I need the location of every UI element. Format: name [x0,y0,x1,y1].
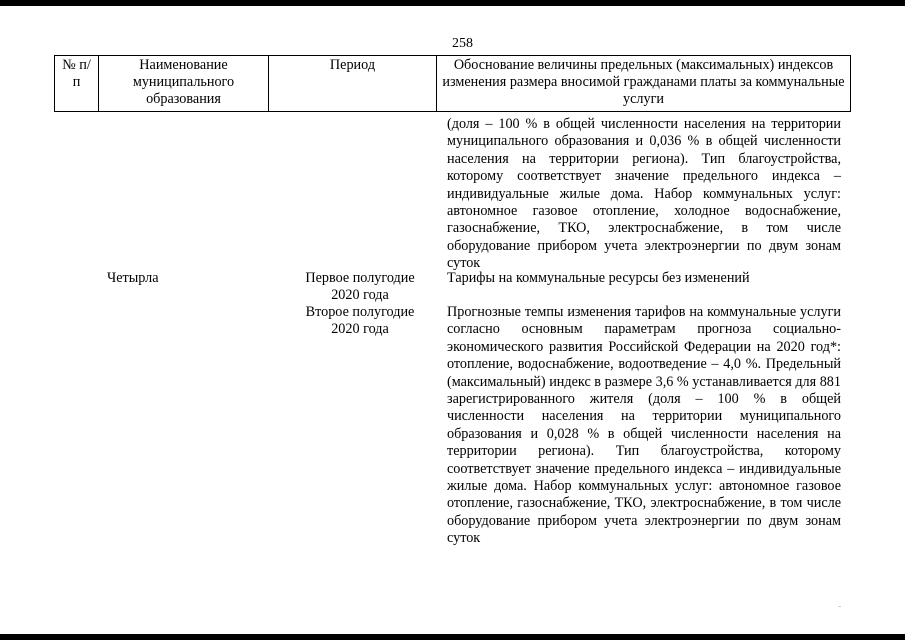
justification-continuation: (доля – 100 % в общей численности населения на территории муниципального образования и 0,036 % в общей численности населения на территории региона). Тип благоустройства, которому соответствует значение предельного индекса – индивидуальные жилые дома. Набор коммунальных услуг: автономное газовое отопление, холодное водоснабжение, газоснабжение, ТКО, электроснабжение, в том числе оборудование прибором учета электроэнергии по двум зонам суток [447,116,841,272]
scan-border-top [0,0,905,6]
header-number: № п/п [55,56,99,112]
justification-second-half: Прогнозные темпы изменения тарифов на коммунальные услуги согласно основным параметрам прогноза социально-экономического развития Российской Федерации на 2020 год*: отопление, водоснабжение, водоотведение – 4,0 %. Предельный (максимальный) индекс в размере 3,6 % устанавливается для 881 зарегистрированного жителя (доля – 100 % в общей численности населения на территории муниципального образования и 0,028 % в общей численности населения на территории региона). Тип благоустройства, которому соответствует значение предельного индекса – индивидуальные жилые дома. Набор коммунальных услуг: автономное газовое отопление, газоснабжение, ТКО, электроснабжение, в том числе оборудование прибором учета электроэнергии по двум зонам суток [447,304,841,547]
header-period: Период [269,56,437,112]
header-municipality: Наименование муниципального образования [99,56,269,112]
period-first-half: Первое полугодие 2020 года [305,270,415,304]
scan-border-bottom [0,634,905,640]
scan-speck [838,606,841,607]
period-second-half: Второе полугодие 2020 года [305,304,415,338]
table-header [54,55,851,112]
municipality-name: Четырла [107,270,159,286]
justification-first-half: Тарифы на коммунальные ресурсы без изменений [447,270,750,286]
header-justification: Обоснование величины предельных (максимальных) индексов изменения размера вносимой гражданами платы за коммунальные услуги [437,56,851,112]
page-number: 258 [452,36,473,51]
